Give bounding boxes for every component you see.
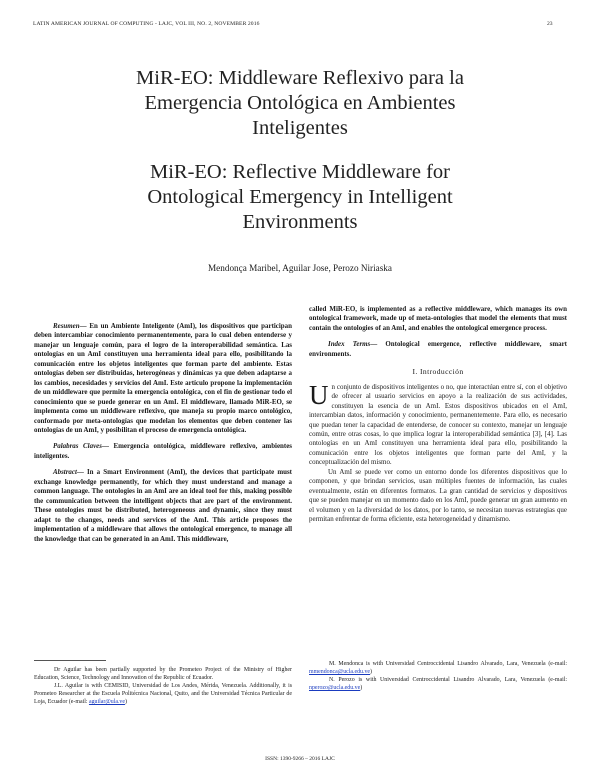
left-column — [34, 322, 292, 544]
email-link-aguilar[interactable]: aguilar@ula.ve — [88, 699, 125, 705]
title-en-line: Ontological Emergency in Intelligent — [147, 186, 453, 208]
palabras-label: Palabras Claves — [53, 442, 102, 451]
footnote-mendonca: M. Mendonca is with Universidad Centroccidental Lisandro Alvarado, Lara, Venezuela (e-mail: mmendonca@ucla.edu.ve) — [309, 661, 567, 675]
footnote-aguilar: J.L. Aguilar is with CEMISID, Universidad de Los Andes, Mérida, Venezuela. Additionally, it is Prometeo Researcher at the Escuela Politécnica Nacional, Quito, and the Universidad Técnica Particular de Loja, Ecuador (e-mail: aguilar@ula.ve) — [34, 683, 292, 705]
palabras-text: Emergencia ontológica, middleware reflexivo, ambientes inteligentes. — [34, 442, 293, 460]
index-terms-text: Ontological emergence, reflective middleware, smart environments. — [309, 340, 567, 358]
page-footer: ISSN: 1390-9266 – 2016 LAJC — [265, 756, 335, 762]
abstract-label: Abstract — [53, 468, 77, 477]
author-list: Mendonça Maribel, Aguilar Jose, Perozo Niriaska — [208, 263, 392, 273]
intro-paragraph-1: Un conjunto de dispositivos inteligentes o no, que interactúan entre sí, con el objetivo de ofrecer al usuario servicios en apoyo a la realización de sus actividades, constituyen la esencia de un AmI. Estos dispositivos ubicados en el AmI, intercambian datos, información y conocimiento, permanentemente. Para ello, es necesario que puedan tener la capacidad de entenderse, de conocer su contexto, manejar un lenguaje común, entre otras cosas, lo que implica lograr la interoperabilidad semántica [3], [4]. Las ontologías en un AmI constituyen una herramienta ideal para ello, posibilitando la comunicación entre los objetos inteligentes que forman parte del AmI, y la conceptualización del mismo. — [309, 379, 567, 467]
footnote-funding: Dr Aguilar has been partially supported by the Prometeo Project of the Ministry of Higher Education, Science, Technology and Innovation of the Republic of Ecuador. — [34, 667, 292, 681]
index-terms-paragraph: Index Terms— Ontological emergence, reflective middleware, smart environments. — [309, 340, 567, 358]
footnote-perozo: N. Perozo is with Universidad Centroccidental Lisandro Alvarado, Lara, Venezuela (e-mail: nperozo@ucla.edu.ve) — [309, 677, 567, 691]
title-en-line: Environments — [242, 211, 358, 233]
email-link-perozo[interactable]: nperozo@ucla.edu.ve — [309, 685, 361, 691]
email-link-mendonca[interactable]: mmendonca@ucla.edu.ve — [309, 669, 371, 675]
footnotes-right — [309, 660, 567, 692]
title-es-line: Inteligentes — [252, 117, 348, 139]
title-es-line: Emergencia Ontológica en Ambientes — [144, 92, 456, 114]
page-number: 23 — [547, 21, 553, 27]
index-terms-label: Index Terms — [328, 340, 371, 349]
resumen-paragraph: Resumen— En un Ambiente Inteligente (AmI), los dispositivos que participan deben intercambiar conocimiento permanentemente, para lo cual deben entenderse y manejar un lenguaje común, para el logro de la interoperabilidad semántica. Las ontologías en un AmI constituyen una herramienta ideal para ello, posibilitando la comunicación entre los objetos inteligentes que forman parte del ambiente. Estas ontologías deben ser distribuidas, heterogéneas y dinámicas ya que deben adaptarse a los cambios, necesidades y servicios del AmI. Este artículo propone la implementación de un middleware que permite la emergencia ontológica, con el fin de gestionar todo el conocimiento que se puede generar en un AmI. El middleware, llamado MiR-EO, se implementa como un middleware reflexivo, que maneja su propio marco ontológico, conformado por meta-ontologías que modelan los elementos que deben contener las ontologías de un AmI, y posibilitan el proceso de emergencia ontológica. — [34, 322, 292, 434]
title-es-line: MiR-EO: Middleware Reflexivo para la — [136, 67, 464, 89]
running-header: LATIN AMERICAN JOURNAL OF COMPUTING - LAJC, VOL III, NO. 2, NOVEMBER 2016 — [33, 21, 260, 27]
resumen-text: En un Ambiente Inteligente (AmI), los dispositivos que participan deben intercambiar conocimiento permanentemente, para lo cual deben entenderse y manejar un lenguaje común, para el logro de la interoperabilidad semántica. Las ontologías en un AmI constituyen una herramienta ideal para ello, posibilitando la comunicación entre los objetos inteligentes que forman parte del ambiente. Estas ontologías deben ser distribuidas, heterogéneas y dinámicas ya que deben adaptarse a los cambios, necesidades y servicios del AmI. Este artículo propone la implementación de un middleware que permite la emergencia ontológica, con el fin de gestionar todo el conocimiento que se puede generar en un AmI. El middleware, llamado MiR-EO, se implementa como un middleware reflexivo, que maneja su propio marco ontológico, conformado por meta-ontologías que modelan los elementos que deben contener las ontologías de un AmI, y posibilitan el proceso de emergencia ontológica. — [34, 322, 292, 434]
section-heading-introduction: I. Introducción — [412, 367, 464, 377]
footnotes-left — [34, 666, 292, 706]
title-spanish — [60, 66, 540, 141]
palabras-claves-paragraph: Palabras Claves— Emergencia ontológica, middleware reflexivo, ambientes inteligentes. — [34, 442, 293, 460]
title-en-line: MiR-EO: Reflective Middleware for — [149, 161, 450, 183]
abstract-paragraph: Abstract— In a Smart Environment (AmI), the devices that participate must exchange knowledge permanently, for which they must understand and manage a common language. The ontologies in an AmI are an ideal tool for this, making possible the communication between the intelligent objects that are part of the environment. These ontologies must be distributed, heterogeneous and dynamic, since they must adapt to the changes, needs and services of the AmI. This article proposes the implementation of a middleware that allows the ontological emergence, to manage all the knowledge that can be generated in an AmI. This middleware, — [34, 468, 292, 543]
resumen-label: Resumen — [53, 322, 80, 330]
title-english — [60, 160, 540, 235]
drop-cap: U — [309, 379, 329, 410]
right-column — [309, 305, 567, 525]
intro-paragraph-2: Un AmI se puede ver como un entorno donde los diferentes dispositivos que lo componen, y que brindan servicios, usan múltiples fuentes de información, las cuales eventualmente, están en diferentes formatos. La gran cantidad de servicios y dispositivos que se pueden manejar en un momento dado en los AmI, puede generar un gran aumento en el volumen y en la diversidad de los datos, por lo tanto, se necesitan nuevas estrategias que permitan enfrentar de forma eficiente, esta heterogeneidad y dinamismo. — [309, 467, 567, 524]
abstract-continuation: called MiR-EO, is implemented as a reflective middleware, which manages its own ontological framework, made up of meta-ontologies that model the elements that must contain the ontologies of an AmI, and enables the ontological emergence process. — [309, 305, 567, 332]
abstract-text: In a Smart Environment (AmI), the devices that participate must exchange knowledge permanently, for which they must understand and manage a common language. The ontologies in an AmI are an ideal tool for this, making possible the communication between the intelligent objects that are part of the environment. These ontologies must be distributed, heterogeneous and dynamic, since they must adapt to the changes, needs and services of the AmI. This article proposes the implementation of a middleware that allows the ontological emergence, to manage all the knowledge that can be generated in an AmI. This middleware, — [34, 468, 292, 543]
footnote-divider — [34, 660, 106, 661]
